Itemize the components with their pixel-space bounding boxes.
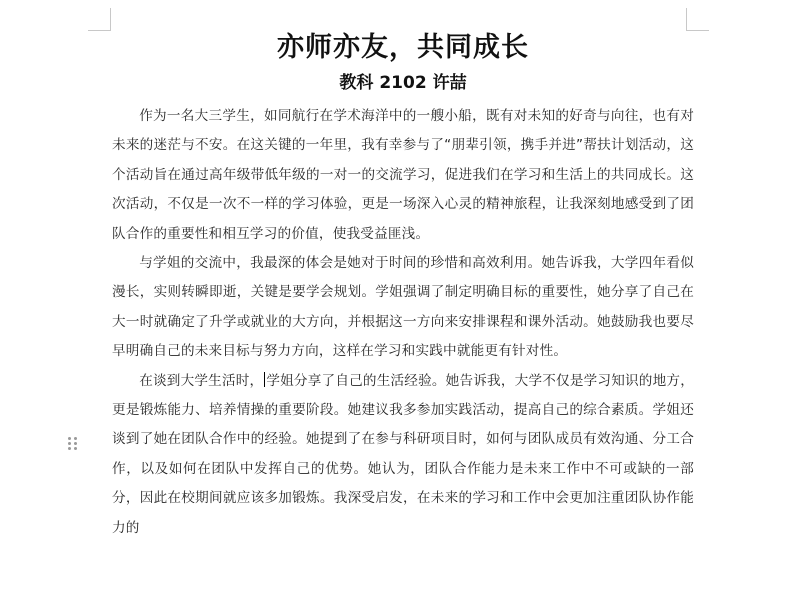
document-author: 教科 2102 许喆 <box>339 73 467 93</box>
paragraph-3 <box>112 367 694 543</box>
document-title: 亦师亦友，共同成长 <box>277 32 529 63</box>
document-body[interactable] <box>112 28 694 543</box>
paragraph-3-text-before-cursor: 在谈到大学生活时， <box>139 372 264 389</box>
page-corner-mark-top-left <box>88 8 111 31</box>
paragraph-2: 与学姐的交流中，我最深的体会是她对于时间的珍惜和高效利用。她告诉我，大学四年看似漫长，实则转瞬即逝，关键是要学会规划。学姐强调了制定明确目标的重要性，她分享了自己在大一时就确定了升学或就业的大方向，并根据这一方向来安排课程和课外活动。她鼓励我也要尽早明确自己的未来目标与努力方向，这样在学习和实践中就能更有针对性。 <box>112 255 694 360</box>
paragraph-1: 作为一名大三学生，如同航行在学术海洋中的一艘小船，既有对未知的好奇与向往，也有对未来的迷茫与不安。在这关键的一年里，我有幸参与了“朋辈引领，携手并进”帮扶计划活动，这个活动旨在通过高年级带低年级的一对一的交流学习，促进我们在学习和生活上的共同成长。这次活动，不仅是一次不一样的学习体验，更是一场深入心灵的精神旅程，让我深刻地感受到了团队合作的重要性和相互学习的价值，使我受益匪浅。 <box>112 108 694 242</box>
paragraph-3-text-after-cursor: 学姐分享了自己的生活经验。她告诉我，大学不仅是学习知识的地方，更是锻炼能力、培养情操的重要阶段。她建议我多参加实践活动，提高自己的综合素质。学姐还谈到了她在团队合作中的经验。她提到了在参与科研项目时，如何与团队成员有效沟通、分工合作，以及如何在团队中发挥自己的优势。她认为，团队合作能力是未来工作中不可或缺的一部分，因此在校期间就应该多加锻炼。我深受启发，在未来的学习和工作中会更加注重团队协作能力的 <box>112 372 694 536</box>
drag-handle-icon[interactable] <box>68 437 78 451</box>
